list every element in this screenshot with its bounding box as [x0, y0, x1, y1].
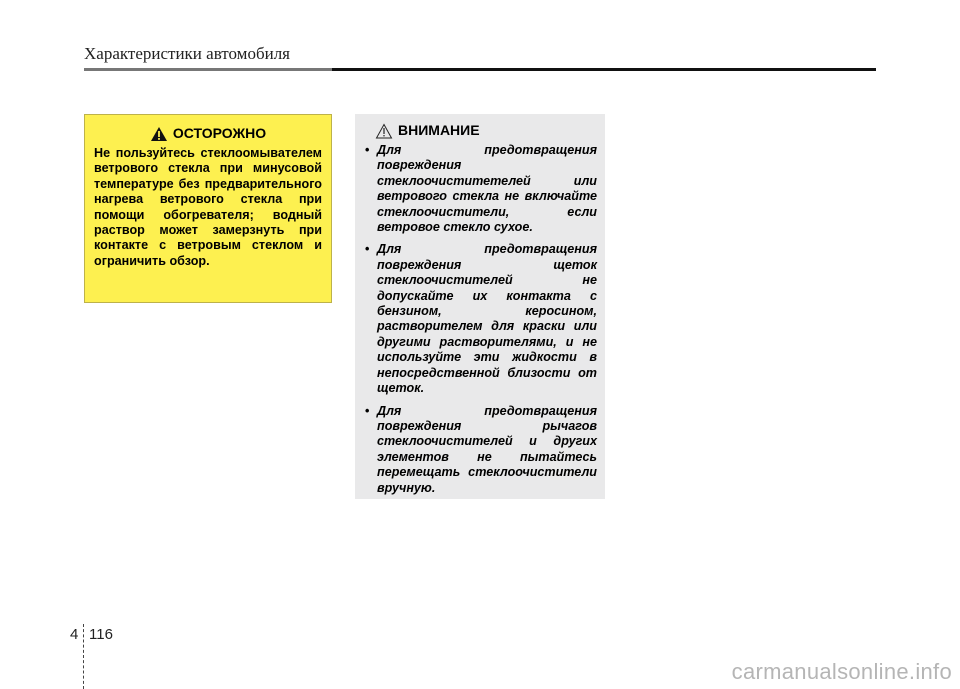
- attention-header: [363, 122, 597, 140]
- attention-item: • Для предотвращения повреждения стеклоочиститетелей или ветрового стекла не включайте стеклоочистители, если ветровое стекло сухое.: [363, 143, 597, 235]
- warning-triangle-outline-icon: [375, 123, 393, 139]
- page-header-title: Характеристики автомобиля: [84, 44, 290, 63]
- warning-triangle-icon: [150, 126, 168, 142]
- caution-text: Не пользуйтесь стеклоомывателем ветрового стекла при минусовой температуре без предварительного нагрева ветрового стекла при помощи обогревателя; водный раствор может замерзнуть при контакте с ветровым стеклом и ограничить обзор.: [94, 146, 322, 268]
- caution-header: [94, 125, 322, 143]
- header-rule: [84, 68, 876, 71]
- page-divider: [83, 624, 84, 689]
- caution-title: ОСТОРОЖНО: [172, 125, 267, 142]
- caution-box: [84, 114, 332, 303]
- page-number: 116: [89, 626, 113, 643]
- attention-item: • Для предотвращения повреждения рычагов стеклоочистителей и других элементов не пытайтесь перемещать стеклоочистители вручную.: [363, 404, 597, 496]
- attention-title: ВНИМАНИЕ: [398, 122, 480, 139]
- section-number: 4: [70, 626, 79, 643]
- attention-item: • Для предотвращения повреждения щеток стеклоочистителей не допускайте их контакта с бензином, керосином, растворителем для краски или другими растворителями, и не используйте эти жидкости в непосредственной близости от щеток.: [363, 242, 597, 396]
- watermark: carmanualsonline.info: [731, 659, 952, 684]
- attention-list: [363, 143, 597, 496]
- attention-box: [355, 114, 605, 499]
